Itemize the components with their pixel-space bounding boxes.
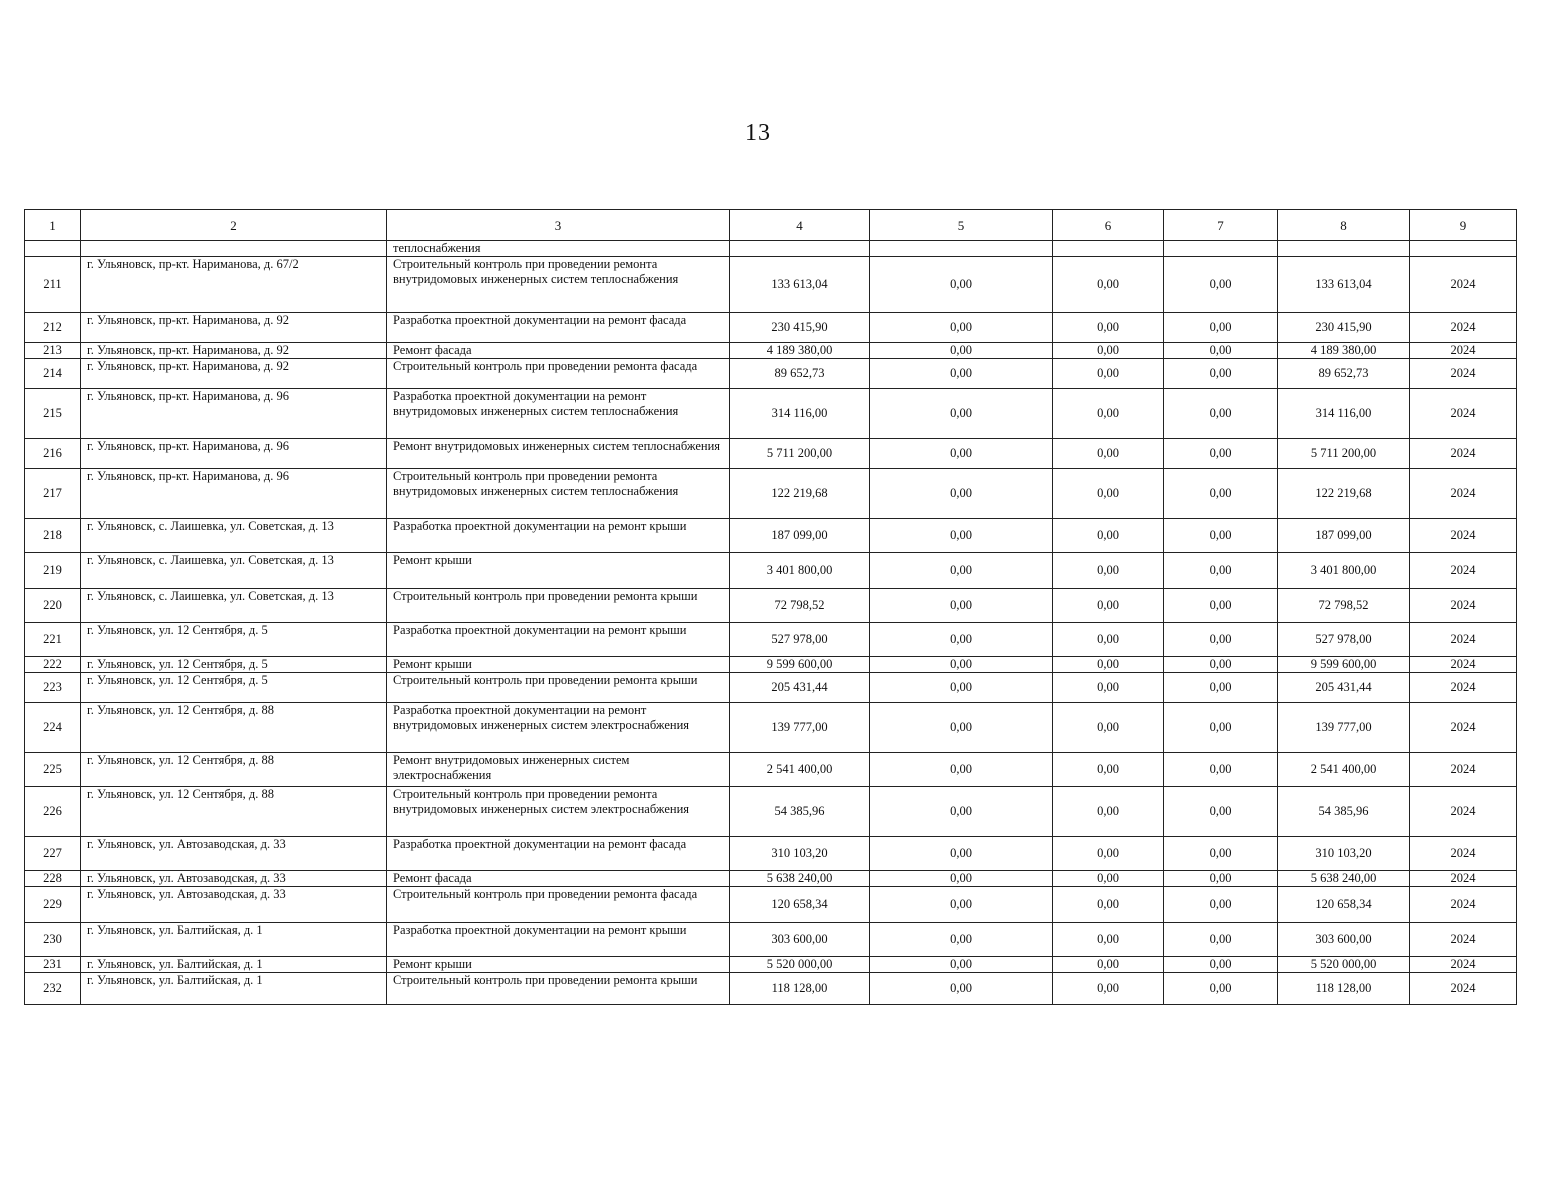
year-cell: 2024	[1410, 469, 1517, 519]
amount-cell: 0,00	[1164, 657, 1278, 673]
year-cell: 2024	[1410, 871, 1517, 887]
amount-cell: 0,00	[870, 887, 1053, 923]
year-cell: 2024	[1410, 553, 1517, 589]
total-amount-cell: 2 541 400,00	[1278, 753, 1410, 787]
row-number: 222	[25, 657, 81, 673]
total-amount-cell: 5 520 000,00	[1278, 957, 1410, 973]
amount-cell: 0,00	[1164, 887, 1278, 923]
work-type-cell: Разработка проектной документации на ремонт внутридомовых инженерных систем теплоснабжения	[387, 389, 730, 439]
table-row	[25, 519, 1517, 553]
amount-cell: 0,00	[1053, 439, 1164, 469]
amount-cell: 0,00	[1053, 871, 1164, 887]
amount-cell: 122 219,68	[730, 469, 870, 519]
table-row	[25, 837, 1517, 871]
year-cell: 2024	[1410, 623, 1517, 657]
total-amount-cell: 118 128,00	[1278, 973, 1410, 1005]
total-amount-cell: 54 385,96	[1278, 787, 1410, 837]
amount-cell: 0,00	[1053, 623, 1164, 657]
table-row	[25, 957, 1517, 973]
work-type-cell: Разработка проектной документации на ремонт крыши	[387, 623, 730, 657]
amount-cell: 527 978,00	[730, 623, 870, 657]
total-amount-cell: 314 116,00	[1278, 389, 1410, 439]
header-cell: 9	[1410, 210, 1517, 241]
address-cell: г. Ульяновск, пр-кт. Нариманова, д. 92	[81, 313, 387, 343]
year-cell: 2024	[1410, 519, 1517, 553]
amount-cell: 0,00	[1164, 973, 1278, 1005]
amount-cell: 9 599 600,00	[730, 657, 870, 673]
work-type-cell: Разработка проектной документации на ремонт крыши	[387, 519, 730, 553]
amount-cell: 0,00	[1164, 623, 1278, 657]
work-type-cell: Строительный контроль при проведении ремонта фасада	[387, 359, 730, 389]
amount-cell: 0,00	[1053, 257, 1164, 313]
table-body	[25, 210, 1517, 1005]
amount-cell: 0,00	[1164, 359, 1278, 389]
amount-cell: 0,00	[870, 753, 1053, 787]
amount-cell: 0,00	[1053, 657, 1164, 673]
amount-cell: 0,00	[870, 871, 1053, 887]
amount-cell: 72 798,52	[730, 589, 870, 623]
amount-cell: 3 401 800,00	[730, 553, 870, 589]
row-number: 216	[25, 439, 81, 469]
year-cell: 2024	[1410, 923, 1517, 957]
amount-cell: 0,00	[1053, 389, 1164, 439]
table-row	[25, 673, 1517, 703]
year-cell: 2024	[1410, 359, 1517, 389]
amount-cell: 0,00	[870, 313, 1053, 343]
amount-cell: 0,00	[1164, 753, 1278, 787]
amount-cell: 5 638 240,00	[730, 871, 870, 887]
year-cell: 2024	[1410, 673, 1517, 703]
total-amount-cell: 5 638 240,00	[1278, 871, 1410, 887]
year-cell: 2024	[1410, 343, 1517, 359]
total-amount-cell: 230 415,90	[1278, 313, 1410, 343]
table-row	[25, 657, 1517, 673]
amount-cell: 139 777,00	[730, 703, 870, 753]
amount-cell: 0,00	[1164, 519, 1278, 553]
table-row	[25, 703, 1517, 753]
work-type-cell: Ремонт внутридомовых инженерных систем электроснабжения	[387, 753, 730, 787]
amount-cell: 0,00	[1164, 957, 1278, 973]
amount-cell: 0,00	[1164, 703, 1278, 753]
address-cell: г. Ульяновск, пр-кт. Нариманова, д. 96	[81, 389, 387, 439]
row-number: 230	[25, 923, 81, 957]
year-cell: 2024	[1410, 257, 1517, 313]
amount-cell: 0,00	[870, 957, 1053, 973]
amount-cell: 4 189 380,00	[730, 343, 870, 359]
header-cell: 1	[25, 210, 81, 241]
year-cell: 2024	[1410, 313, 1517, 343]
amount-cell: 0,00	[870, 623, 1053, 657]
work-type-cell: Разработка проектной документации на ремонт внутридомовых инженерных систем электроснабжения	[387, 703, 730, 753]
year-cell: 2024	[1410, 753, 1517, 787]
table-row	[25, 389, 1517, 439]
amount-cell: 0,00	[870, 787, 1053, 837]
total-amount-cell: 122 219,68	[1278, 469, 1410, 519]
address-cell: г. Ульяновск, пр-кт. Нариманова, д. 92	[81, 343, 387, 359]
row-number: 231	[25, 957, 81, 973]
amount-cell: 0,00	[1053, 703, 1164, 753]
work-type-cell: Разработка проектной документации на ремонт фасада	[387, 313, 730, 343]
address-cell: г. Ульяновск, с. Лаишевка, ул. Советская, д. 13	[81, 553, 387, 589]
table-row	[25, 623, 1517, 657]
table-row	[25, 313, 1517, 343]
row-number: 232	[25, 973, 81, 1005]
row-number: 220	[25, 589, 81, 623]
year-cell: 2024	[1410, 703, 1517, 753]
amount-cell: 0,00	[1164, 469, 1278, 519]
total-amount-cell: 72 798,52	[1278, 589, 1410, 623]
amount-cell: 0,00	[1053, 787, 1164, 837]
table-row	[25, 923, 1517, 957]
amount-cell: 0,00	[870, 469, 1053, 519]
amount-cell: 0,00	[870, 923, 1053, 957]
row-number: 215	[25, 389, 81, 439]
work-type-cell: Разработка проектной документации на ремонт крыши	[387, 923, 730, 957]
total-amount-cell: 9 599 600,00	[1278, 657, 1410, 673]
address-cell: г. Ульяновск, пр-кт. Нариманова, д. 96	[81, 469, 387, 519]
year-cell: 2024	[1410, 389, 1517, 439]
amount-cell: 120 658,34	[730, 887, 870, 923]
amount-cell: 54 385,96	[730, 787, 870, 837]
row-number: 218	[25, 519, 81, 553]
amount-cell: 5 711 200,00	[730, 439, 870, 469]
work-type-cell: Строительный контроль при проведении ремонта крыши	[387, 673, 730, 703]
work-type-cell: Ремонт фасада	[387, 871, 730, 887]
row-number: 221	[25, 623, 81, 657]
row-number: 217	[25, 469, 81, 519]
row-number: 229	[25, 887, 81, 923]
amount-cell: 0,00	[870, 439, 1053, 469]
address-cell: г. Ульяновск, пр-кт. Нариманова, д. 92	[81, 359, 387, 389]
amount-cell: 0,00	[1053, 923, 1164, 957]
address-cell: г. Ульяновск, ул. 12 Сентября, д. 5	[81, 673, 387, 703]
address-cell: г. Ульяновск, ул. Балтийская, д. 1	[81, 923, 387, 957]
total-amount-cell: 133 613,04	[1278, 257, 1410, 313]
amount-cell: 0,00	[870, 589, 1053, 623]
amount-cell: 0,00	[1164, 343, 1278, 359]
table-row	[25, 553, 1517, 589]
amount-cell: 0,00	[1164, 257, 1278, 313]
table-row	[25, 753, 1517, 787]
row-number: 226	[25, 787, 81, 837]
work-type-cell: Строительный контроль при проведении ремонта внутридомовых инженерных систем теплоснабжения	[387, 257, 730, 313]
work-type-cell: Разработка проектной документации на ремонт фасада	[387, 837, 730, 871]
row-number: 228	[25, 871, 81, 887]
amount-cell: 5 520 000,00	[730, 957, 870, 973]
address-cell: г. Ульяновск, ул. Балтийская, д. 1	[81, 957, 387, 973]
address-cell: г. Ульяновск, ул. Автозаводская, д. 33	[81, 837, 387, 871]
amount-cell: 0,00	[1053, 589, 1164, 623]
amount-cell: 133 613,04	[730, 257, 870, 313]
amount-cell: 0,00	[1164, 673, 1278, 703]
table-row	[25, 469, 1517, 519]
table-row	[25, 439, 1517, 469]
amount-cell: 0,00	[1053, 553, 1164, 589]
row-number: 214	[25, 359, 81, 389]
work-type-cell: Строительный контроль при проведении ремонта внутридомовых инженерных систем электроснабжения	[387, 787, 730, 837]
amount-cell: 0,00	[870, 257, 1053, 313]
total-amount-cell: 527 978,00	[1278, 623, 1410, 657]
amount-cell: 89 652,73	[730, 359, 870, 389]
amount-cell: 314 116,00	[730, 389, 870, 439]
row-number: 223	[25, 673, 81, 703]
year-cell: 2024	[1410, 837, 1517, 871]
amount-cell: 118 128,00	[730, 973, 870, 1005]
address-cell: г. Ульяновск, ул. 12 Сентября, д. 5	[81, 657, 387, 673]
continuation-row	[25, 241, 1517, 257]
row-number: 212	[25, 313, 81, 343]
amount-cell: 230 415,90	[730, 313, 870, 343]
amount-cell: 0,00	[870, 359, 1053, 389]
year-cell: 2024	[1410, 787, 1517, 837]
year-cell: 2024	[1410, 957, 1517, 973]
work-type-cell: Строительный контроль при проведении ремонта крыши	[387, 973, 730, 1005]
total-amount-cell: 139 777,00	[1278, 703, 1410, 753]
table-row	[25, 887, 1517, 923]
header-cell: 5	[870, 210, 1053, 241]
address-cell: г. Ульяновск, ул. 12 Сентября, д. 88	[81, 787, 387, 837]
row-number: 213	[25, 343, 81, 359]
amount-cell: 0,00	[1053, 519, 1164, 553]
header-cell: 4	[730, 210, 870, 241]
total-amount-cell: 303 600,00	[1278, 923, 1410, 957]
amount-cell: 303 600,00	[730, 923, 870, 957]
amount-cell: 0,00	[870, 657, 1053, 673]
amount-cell: 0,00	[1053, 673, 1164, 703]
amount-cell: 0,00	[1164, 837, 1278, 871]
row-number: 225	[25, 753, 81, 787]
address-cell: г. Ульяновск, с. Лаишевка, ул. Советская, д. 13	[81, 519, 387, 553]
table-header-row	[25, 210, 1517, 241]
amount-cell: 0,00	[1053, 957, 1164, 973]
amount-cell: 0,00	[1164, 871, 1278, 887]
amount-cell: 310 103,20	[730, 837, 870, 871]
table-row	[25, 787, 1517, 837]
table-row	[25, 343, 1517, 359]
header-cell: 8	[1278, 210, 1410, 241]
amount-cell: 205 431,44	[730, 673, 870, 703]
amount-cell: 0,00	[1053, 887, 1164, 923]
amount-cell: 0,00	[1164, 389, 1278, 439]
amount-cell: 0,00	[1053, 753, 1164, 787]
amount-cell: 0,00	[870, 389, 1053, 439]
work-type-cell: Строительный контроль при проведении ремонта крыши	[387, 589, 730, 623]
table-row	[25, 973, 1517, 1005]
total-amount-cell: 5 711 200,00	[1278, 439, 1410, 469]
year-cell: 2024	[1410, 439, 1517, 469]
amount-cell: 0,00	[1053, 837, 1164, 871]
amount-cell: 0,00	[870, 343, 1053, 359]
amount-cell: 0,00	[1164, 923, 1278, 957]
year-cell: 2024	[1410, 657, 1517, 673]
total-amount-cell: 310 103,20	[1278, 837, 1410, 871]
amount-cell: 0,00	[870, 973, 1053, 1005]
total-amount-cell: 205 431,44	[1278, 673, 1410, 703]
address-cell: г. Ульяновск, ул. 12 Сентября, д. 88	[81, 703, 387, 753]
amount-cell: 0,00	[1164, 787, 1278, 837]
address-cell: г. Ульяновск, ул. 12 Сентября, д. 88	[81, 753, 387, 787]
page-number: 13	[745, 120, 771, 146]
row-number: 219	[25, 553, 81, 589]
address-cell: г. Ульяновск, пр-кт. Нариманова, д. 96	[81, 439, 387, 469]
row-number: 227	[25, 837, 81, 871]
amount-cell: 0,00	[1164, 589, 1278, 623]
work-type-cell: Ремонт крыши	[387, 657, 730, 673]
header-cell: 7	[1164, 210, 1278, 241]
total-amount-cell: 89 652,73	[1278, 359, 1410, 389]
table-row	[25, 359, 1517, 389]
year-cell: 2024	[1410, 589, 1517, 623]
work-type-cell: Ремонт крыши	[387, 553, 730, 589]
table-row	[25, 257, 1517, 313]
amount-cell: 0,00	[1164, 313, 1278, 343]
work-type-cell: Ремонт внутридомовых инженерных систем теплоснабжения	[387, 439, 730, 469]
amount-cell: 2 541 400,00	[730, 753, 870, 787]
work-type-cell: Строительный контроль при проведении ремонта фасада	[387, 887, 730, 923]
address-cell: г. Ульяновск, ул. 12 Сентября, д. 5	[81, 623, 387, 657]
amount-cell: 0,00	[870, 703, 1053, 753]
header-cell: 3	[387, 210, 730, 241]
address-cell: г. Ульяновск, пр-кт. Нариманова, д. 67/2	[81, 257, 387, 313]
work-type-cell: Ремонт фасада	[387, 343, 730, 359]
amount-cell: 0,00	[1053, 313, 1164, 343]
address-cell: г. Ульяновск, ул. Балтийская, д. 1	[81, 973, 387, 1005]
row-number: 224	[25, 703, 81, 753]
amount-cell: 0,00	[870, 519, 1053, 553]
year-cell: 2024	[1410, 887, 1517, 923]
amount-cell: 0,00	[870, 837, 1053, 871]
total-amount-cell: 120 658,34	[1278, 887, 1410, 923]
table-row	[25, 589, 1517, 623]
amount-cell: 0,00	[1053, 359, 1164, 389]
total-amount-cell: 4 189 380,00	[1278, 343, 1410, 359]
total-amount-cell: 3 401 800,00	[1278, 553, 1410, 589]
amount-cell: 187 099,00	[730, 519, 870, 553]
work-type-cell: Ремонт крыши	[387, 957, 730, 973]
row-number: 211	[25, 257, 81, 313]
works-table	[24, 209, 1517, 1005]
amount-cell: 0,00	[1053, 343, 1164, 359]
work-type-cell: Строительный контроль при проведении ремонта внутридомовых инженерных систем теплоснабжения	[387, 469, 730, 519]
table-row	[25, 871, 1517, 887]
amount-cell: 0,00	[1053, 469, 1164, 519]
continuation-text: теплоснабжения	[387, 241, 730, 257]
amount-cell: 0,00	[1053, 973, 1164, 1005]
total-amount-cell: 187 099,00	[1278, 519, 1410, 553]
address-cell: г. Ульяновск, ул. Автозаводская, д. 33	[81, 871, 387, 887]
amount-cell: 0,00	[870, 673, 1053, 703]
amount-cell: 0,00	[1164, 553, 1278, 589]
year-cell: 2024	[1410, 973, 1517, 1005]
header-cell: 6	[1053, 210, 1164, 241]
amount-cell: 0,00	[870, 553, 1053, 589]
address-cell: г. Ульяновск, ул. Автозаводская, д. 33	[81, 887, 387, 923]
amount-cell: 0,00	[1164, 439, 1278, 469]
header-cell: 2	[81, 210, 387, 241]
address-cell: г. Ульяновск, с. Лаишевка, ул. Советская, д. 13	[81, 589, 387, 623]
